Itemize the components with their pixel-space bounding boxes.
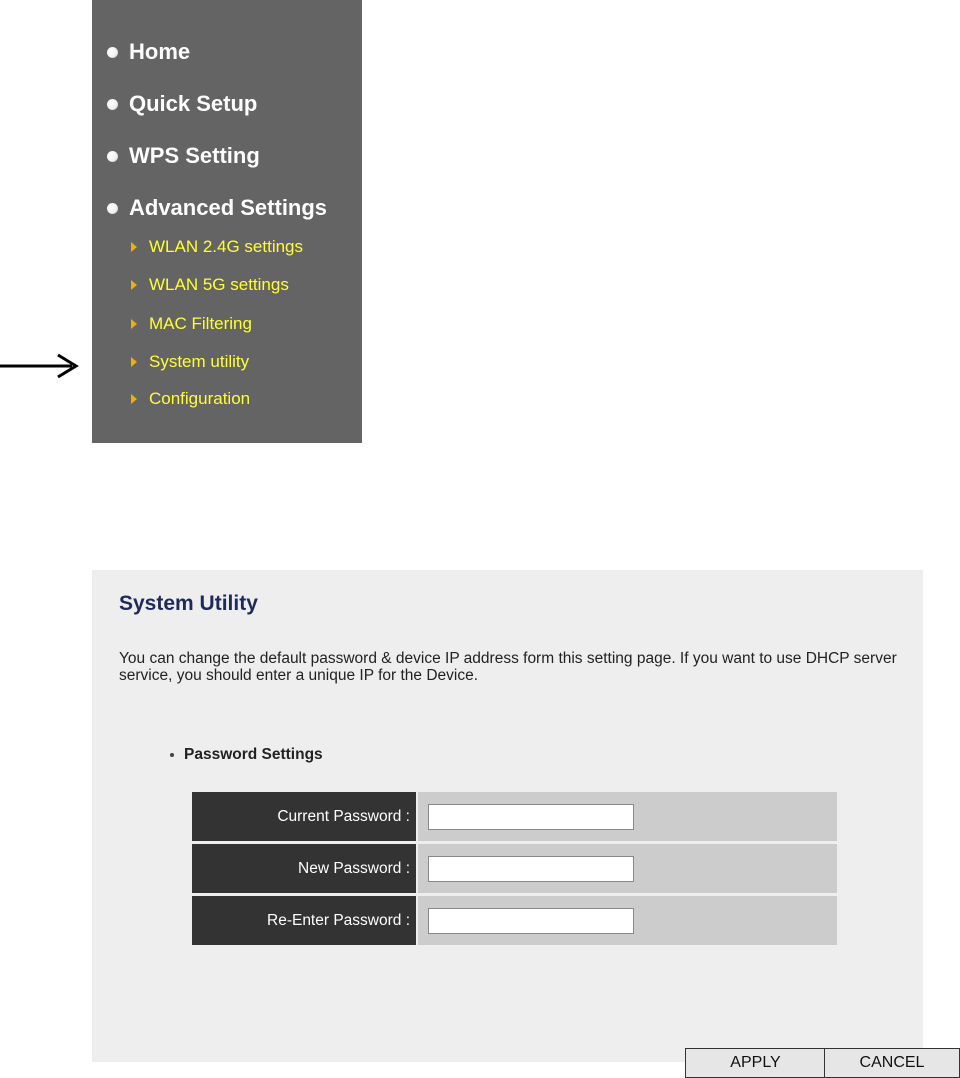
field-cell [418, 792, 837, 841]
menu-item-label: WPS Setting [129, 143, 260, 168]
submenu-item-wlan-5g[interactable] [131, 273, 289, 297]
bullet-icon [107, 47, 118, 58]
submenu-item-label: WLAN 5G settings [149, 275, 289, 294]
form-row-re-enter-password [192, 896, 837, 945]
field-cell [418, 896, 837, 945]
submenu-item-label: WLAN 2.4G settings [149, 237, 304, 256]
cancel-button[interactable]: CANCEL [824, 1048, 960, 1078]
current-password-label: Current Password : [192, 792, 416, 841]
bullet-icon [107, 99, 118, 110]
submenu-item-label: System utility [149, 352, 250, 371]
caret-right-icon [131, 394, 137, 404]
new-password-input[interactable] [428, 856, 634, 882]
system-utility-panel [92, 570, 925, 1071]
bullet-icon [107, 203, 118, 214]
form-row-new-password [192, 844, 837, 893]
submenu-item-label: Configuration [149, 389, 251, 408]
apply-button[interactable]: APPLY [685, 1048, 826, 1078]
submenu-item-configuration[interactable] [131, 387, 250, 411]
section-heading-label: Password Settings [184, 746, 323, 763]
caret-right-icon [131, 319, 137, 329]
section-heading-password-settings [170, 746, 323, 764]
menu-item-label: Quick Setup [129, 91, 258, 116]
form-row-current-password [192, 792, 837, 841]
re-enter-password-input[interactable] [428, 908, 634, 934]
password-settings-table [192, 792, 837, 948]
caret-right-icon [131, 242, 137, 252]
bullet-icon [107, 151, 118, 162]
current-password-input[interactable] [428, 804, 634, 830]
page-description: You can change the default password & device IP address form this setting page. If you want to use DHCP server service, you should enter a unique IP for the Device. [119, 650, 897, 684]
sidebar-menu [92, 0, 362, 443]
menu-item-home[interactable] [107, 37, 190, 67]
menu-item-label: Home [129, 39, 191, 64]
menu-item-label: Advanced Settings [129, 195, 328, 220]
new-password-label: New Password : [192, 844, 416, 893]
page-title: System Utility [119, 592, 258, 615]
submenu-item-system-utility[interactable] [131, 350, 249, 374]
submenu-item-mac-filtering[interactable] [131, 312, 252, 336]
menu-item-quick-setup[interactable] [107, 89, 257, 119]
field-cell [418, 844, 837, 893]
menu-item-wps-setting[interactable] [107, 141, 260, 171]
bullet-icon [170, 753, 174, 757]
right-arrow-icon [0, 353, 80, 379]
caret-right-icon [131, 280, 137, 290]
caret-right-icon [131, 357, 137, 367]
menu-item-advanced-settings[interactable] [107, 193, 327, 223]
submenu-item-label: MAC Filtering [149, 314, 252, 333]
submenu-item-wlan-2-4g[interactable] [131, 235, 303, 259]
re-enter-password-label: Re-Enter Password : [192, 896, 416, 945]
